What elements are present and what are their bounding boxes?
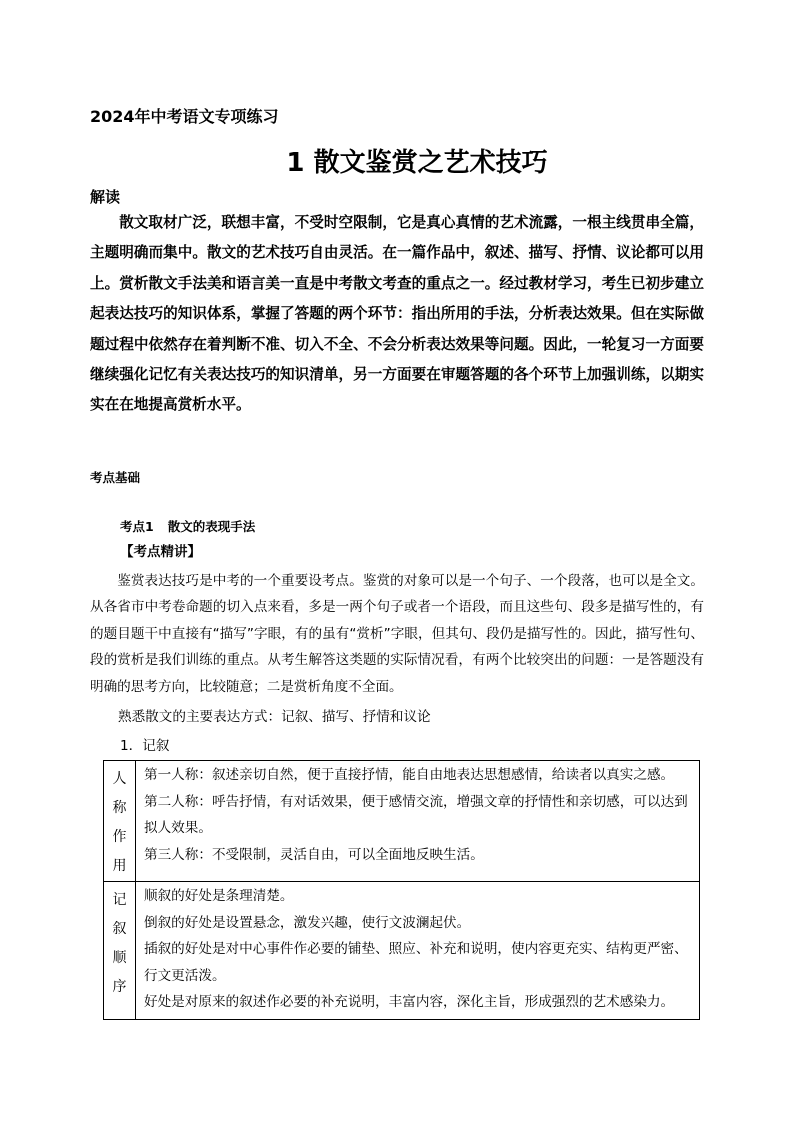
section-label-kaodian: 考点基础 xyxy=(90,470,141,485)
row-header-char: 序 xyxy=(112,979,127,995)
row-content-cell xyxy=(136,761,700,882)
subsection-heading xyxy=(120,517,255,535)
intro-paragraph: 散文取材广泛，联想丰富，不受时空限制，它是真心真情的艺术流露，一根主线贯串全篇，主题明确而集中。散文的艺术技巧自由灵活。在一篇作品中，叙述、描写、抒情、议论都可以用上。赏析散文手法美和语言美一直是中考散文考查的重点之一。经过教材学习，考生已初步建立起表达技巧的知识体系，掌握了答题的两个环节：指出所用的手法，分析表达效果。但在实际做题过程中依然存在着判断不准、切入不全、不会分析表达效果等问题。因此，一轮复习一方面要继续强化记忆有关表达技巧的知识清单，另一方面要在审题答题的各个环节上加强训练，以期实实在在地提高赏析水平。 xyxy=(90,214,704,414)
table-line: 好处是对原来的叙述作必要的补充说明，丰富内容，深化主旨，形成强烈的艺术感染力。 xyxy=(144,994,675,1010)
item-label-jixu: 1．记叙 xyxy=(120,738,170,754)
row-header-char: 叙 xyxy=(112,921,127,937)
row-header-char: 作 xyxy=(112,829,127,845)
row-header-char: 顺 xyxy=(112,950,127,966)
row-content-cell xyxy=(136,882,700,1020)
document-header: 2024年中考语文专项练习 xyxy=(90,107,279,126)
subsection-number: 考点1 xyxy=(120,519,154,534)
table-line: 倒叙的好处是设置悬念，激发兴趣，使行文波澜起伏。 xyxy=(144,914,471,931)
narration-table xyxy=(103,760,700,1020)
table-line: 插叙的好处是对中心事件作必要的铺垫、照应、补充和说明，使内容更充实、结构更严密、行文更活泼。 xyxy=(144,941,688,984)
table-row xyxy=(104,882,700,1020)
page-title: 1 散文鉴赏之艺术技巧 xyxy=(286,148,548,178)
table-line: 顺叙的好处是条理清楚。 xyxy=(144,888,294,904)
row-header-cell xyxy=(104,761,136,882)
manner-line: 熟悉散文的主要表达方式：记叙、描写、抒情和议论 xyxy=(118,709,431,725)
row-header-char: 称 xyxy=(112,800,127,816)
table-row xyxy=(104,761,700,882)
section-label-jiedu: 解读 xyxy=(90,188,121,206)
table-line: 第三人称：不受限制，灵活自由，可以全面地反映生活。 xyxy=(144,846,484,863)
row-header-cell xyxy=(104,882,136,1020)
subsection-title: 散文的表现手法 xyxy=(167,519,256,534)
bracket-label: 【考点精讲】 xyxy=(120,544,201,560)
row-header-char: 用 xyxy=(112,858,127,874)
row-header-char: 人 xyxy=(112,771,127,787)
row-header-char: 记 xyxy=(112,892,127,908)
table-line: 第二人称：呼告抒情，有对话效果，便于感情交流，增强文章的抒情性和亲切感，可以达到拟人效果。 xyxy=(144,793,688,836)
body-paragraph: 鉴赏表达技巧是中考的一个重要设考点。鉴赏的对象可以是一个句子、一个段落，也可以是全文。从各省市中考卷命题的切入点来看，多是一两个句子或者一个语段，而且这些句、段多是描写性的，有的题目题干中直接有“描写”字眼，有的虽有“赏析”字眼，但其句、段仍是描写性的。因此，描写性句、段的赏析是我们训练的重点。从考生解答这类题的实际情况看，有两个比较突出的问题：一是答题没有明确的思考方向，比较随意；二是赏析角度不全面。 xyxy=(90,573,704,695)
table-line: 第一人称：叙述亲切自然，便于直接抒情，能自由地表达思想感情，给读者以真实之感。 xyxy=(144,767,675,783)
